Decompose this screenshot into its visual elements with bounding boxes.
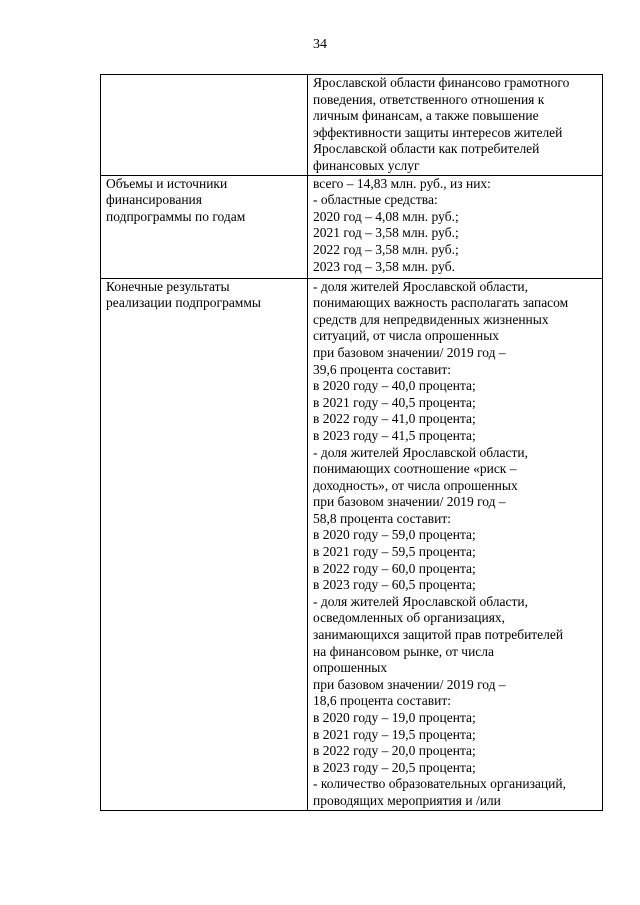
content-line: - доля жителей Ярославской области, — [313, 593, 528, 609]
content-line: в 2022 году – 41,0 процента; — [313, 411, 476, 427]
content-line: всего – 14,83 млн. руб., из них: — [313, 175, 491, 191]
content-line: проводящих мероприятия и /или — [313, 792, 501, 808]
content-line: в 2023 году – 60,5 процента; — [313, 577, 476, 593]
label-line: подпрограммы по годам — [106, 208, 246, 224]
content-line: Ярославской области финансово грамотного — [313, 75, 570, 90]
content-line: личным финансам, а также повышение — [313, 108, 539, 124]
content-line: поведения, ответственного отношения к — [313, 91, 545, 107]
content-line: в 2021 году – 19,5 процента; — [313, 726, 476, 742]
content-line: в 2020 году – 40,0 процента; — [313, 378, 476, 394]
table-row — [101, 278, 603, 810]
table-row — [101, 75, 603, 176]
content-line: 39,6 процента составит: — [313, 361, 451, 377]
content-line: в 2020 году – 59,0 процента; — [313, 527, 476, 543]
row-content-cell — [308, 278, 603, 810]
label-line: Конечные результаты — [106, 278, 230, 294]
content-line: в 2022 году – 20,0 процента; — [313, 743, 476, 759]
row-content-cell — [308, 75, 603, 176]
content-line: при базовом значении/ 2019 год – — [313, 344, 506, 360]
content-line: опрошенных — [313, 660, 388, 676]
content-line: Ярославской области как потребителей — [313, 141, 540, 157]
content-line: 2021 год – 3,58 млн. руб.; — [313, 225, 459, 241]
subprogram-passport-table — [100, 74, 603, 811]
table-row — [101, 175, 603, 278]
content-line: средств для непредвиденных жизненных — [313, 311, 549, 327]
content-line: 2022 год – 3,58 млн. руб.; — [313, 241, 459, 257]
content-line: на финансовом рынке, от числа — [313, 643, 495, 659]
content-line: 58,8 процента составит: — [313, 510, 451, 526]
content-line: в 2021 году – 40,5 процента; — [313, 394, 476, 410]
content-line: 2020 год – 4,08 млн. руб.; — [313, 208, 459, 224]
content-line: - доля жителей Ярославской области, — [313, 278, 528, 294]
content-line: при базовом значении/ 2019 год – — [313, 676, 506, 692]
content-line: - количество образовательных организаций, — [313, 776, 566, 792]
content-line: понимающих соотношение «риск – — [313, 461, 517, 477]
content-line: в 2023 году – 41,5 процента; — [313, 427, 476, 443]
content-line: ситуаций, от числа опрошенных — [313, 328, 500, 344]
page-number: 34 — [313, 37, 327, 52]
label-line: финансирования — [106, 192, 202, 208]
content-line: при базовом значении/ 2019 год – — [313, 494, 506, 510]
content-line: - доля жителей Ярославской области, — [313, 444, 528, 460]
content-line: эффективности защиты интересов жителей — [313, 124, 563, 140]
content-line: 18,6 процента составит: — [313, 693, 451, 709]
content-line: 2023 год – 3,58 млн. руб. — [313, 258, 455, 274]
content-line: в 2022 году – 60,0 процента; — [313, 560, 476, 576]
content-line: в 2023 году – 20,5 процента; — [313, 759, 476, 775]
content-line: доходность», от числа опрошенных — [313, 477, 518, 493]
row-content-cell — [308, 175, 603, 278]
row-label-cell — [101, 75, 308, 176]
label-line: Объемы и источники — [106, 175, 228, 191]
content-line: осведомленных об организациях, — [313, 610, 506, 626]
row-label-cell — [101, 175, 308, 278]
content-line: в 2021 году – 59,5 процента; — [313, 544, 476, 560]
content-line: финансовых услуг — [313, 157, 420, 173]
row-label-cell — [101, 278, 308, 810]
content-line: в 2020 году – 19,0 процента; — [313, 710, 476, 725]
content-line: занимающихся защитой прав потребителей — [313, 627, 564, 643]
label-line: реализации подпрограммы — [106, 295, 261, 311]
content-line: понимающих важность располагать запасом — [313, 295, 569, 311]
content-line: - областные средства: — [313, 192, 438, 208]
